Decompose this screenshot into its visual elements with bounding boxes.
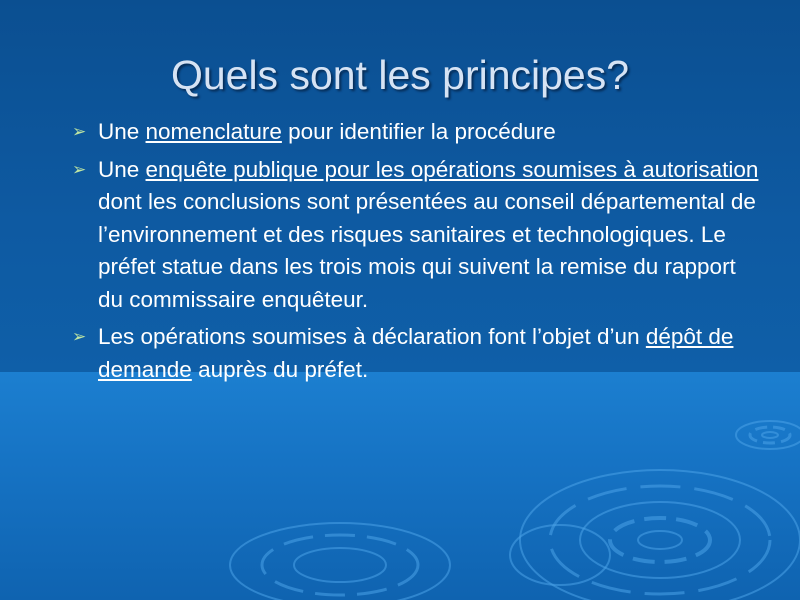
slide-title: Quels sont les principes? (170, 52, 630, 98)
bullet-text-after: auprès du préfet. (191, 356, 369, 382)
bullet-item (72, 116, 762, 149)
bullet-text-after: pour identifier la procédure (281, 119, 556, 144)
arrow-bullet-icon: ➢ (72, 327, 87, 346)
underlined-term: nomenclature (145, 119, 282, 144)
underlined-term: enquête publique pour les opérations soumises à autorisation (145, 156, 759, 182)
bullet-text-after: dont les conclusions sont présentées au conseil départemental de l’environnement et des risques sanitaires et technologiques. Le préfet statue dans les trois mois qui suivent la remise du rapport du commissaire enquêteur. (98, 189, 756, 312)
bullet-text-before: Une (98, 119, 146, 144)
underlined-term: dépôt de demande (98, 324, 734, 382)
arrow-bullet-icon: ➢ (72, 122, 87, 141)
bullet-item (72, 154, 762, 317)
bullet-text-before: Une (98, 156, 146, 182)
arrow-bullet-icon: ➢ (72, 159, 87, 179)
bullet-text-before: Les opérations soumises à déclaration font l’objet d’un (98, 324, 646, 349)
bullet-item (72, 321, 762, 386)
bullet-list (72, 116, 762, 391)
